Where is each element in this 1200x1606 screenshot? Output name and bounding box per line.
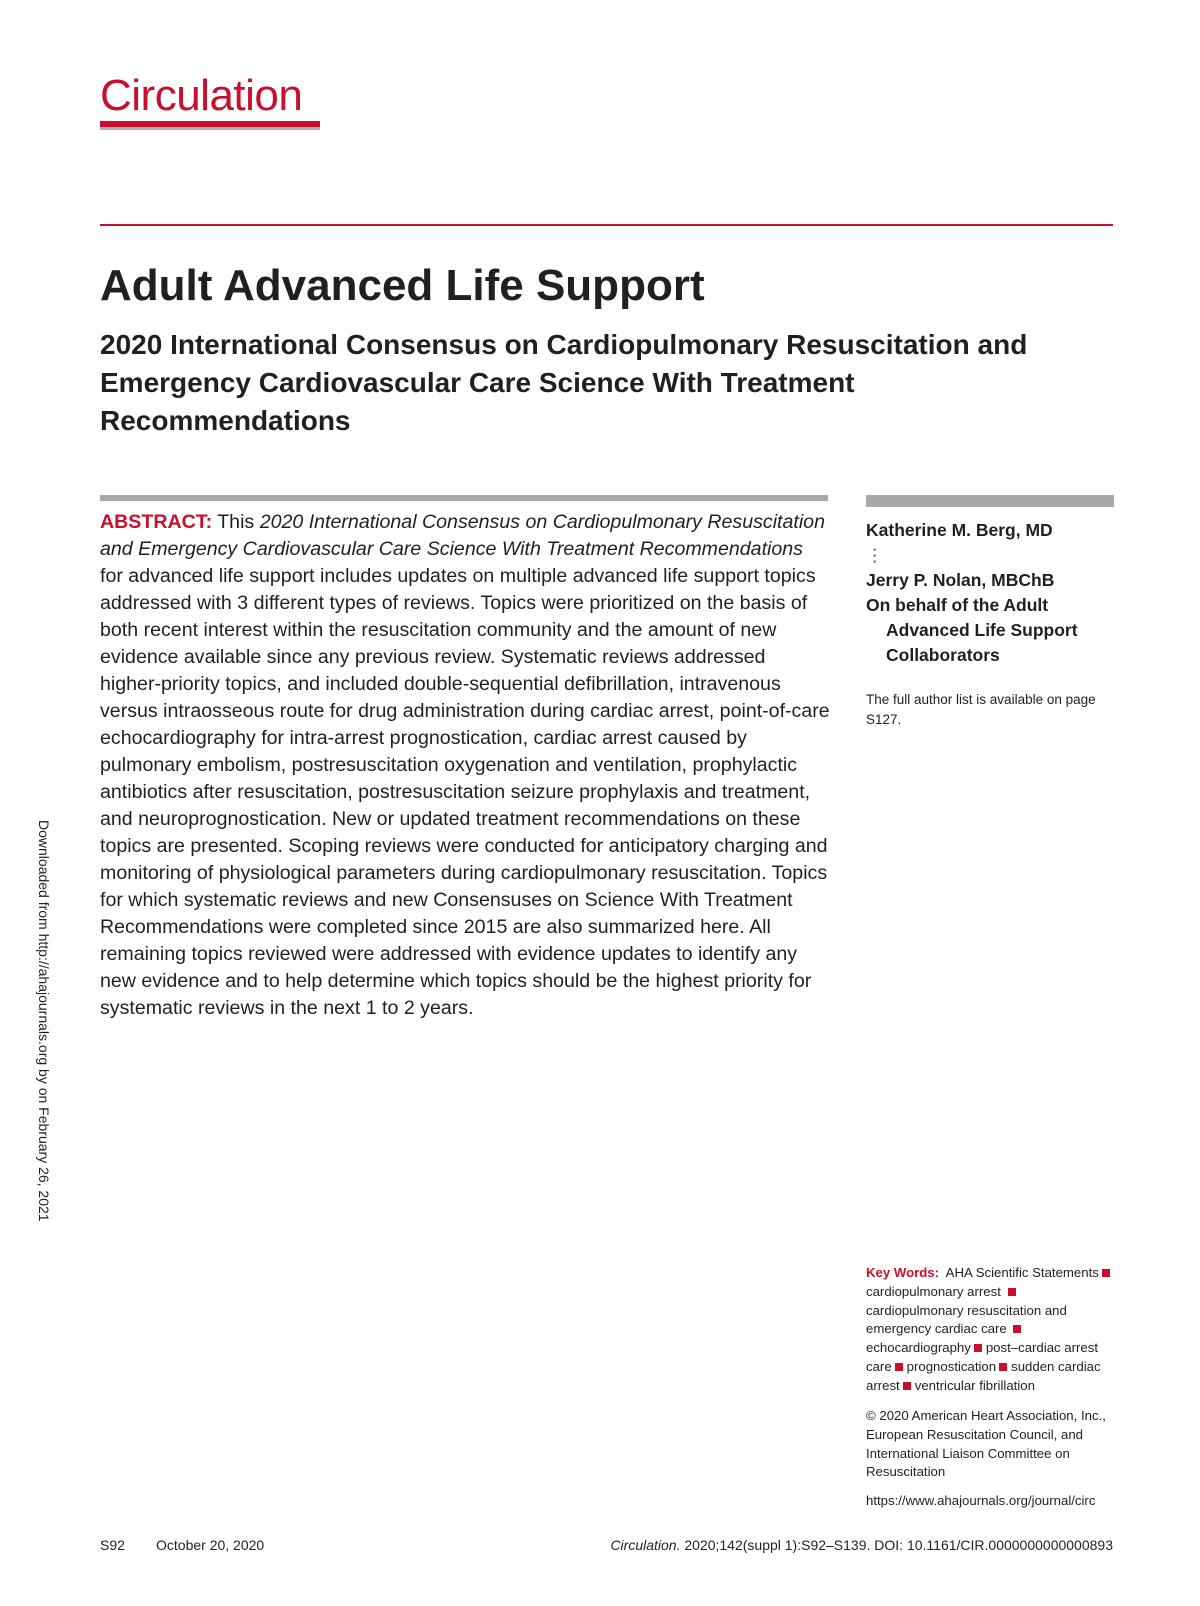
keyword: cardiopulmonary arrest <box>866 1283 1001 1299</box>
bullet-icon <box>895 1363 903 1371</box>
abstract-label: ABSTRACT: <box>100 511 213 533</box>
abstract-divider <box>100 495 828 501</box>
keywords-label: Key Words: <box>866 1265 940 1280</box>
keyword: ventricular fibrillation <box>914 1377 1035 1393</box>
keyword: prognostication <box>906 1358 997 1374</box>
author-group: Advanced Life Support <box>886 620 1078 640</box>
copyright: © 2020 American Heart Association, Inc., European Resuscitation Council, and International Liaison Committee on Resuscitation <box>866 1408 1106 1480</box>
abstract-intro: This <box>217 511 255 533</box>
abstract-body: for advanced life support includes updates on multiple advanced life support topics addressed with 3 different types of reviews. Topics were prioritized on the basis of both recent interest within the resuscitation community and the amount of new evidence available since any previous review. Systematic reviews addressed higher-priority topics, and included double-sequential defibrillation, intravenous versus intraosseous route for drug administration during cardiac arrest, point-of-care echocardiography for intra-arrest prognostication, cardiac arrest caused by pulmonary embolism, postresuscitation oxygenation and ventilation, prophylactic antibiotics after resuscitation, postresuscitation seizure prophylaxis and treatment, and neuroprognostication. New or updated treatment recommendations on these topics are presented. Scoping reviews were conducted for anticipatory charging and monitoring of physiological parameters during cardiopulmonary resuscitation. Topics for which systematic reviews and new Consensuses on Science With Treatment Recommendations were completed since 2015 are also summarized here. All remaining topics reviewed were addressed with evidence updates to identify any new evidence and to help determine which topics should be the highest priority for systematic reviews in the next 1 to 2 years. <box>100 565 830 1019</box>
download-notice: Downloaded from http://ahajournals.org by on February 26, 2021 <box>36 820 52 1222</box>
citation <box>610 1537 1113 1553</box>
bullet-icon <box>974 1344 982 1352</box>
header-divider <box>100 224 1113 226</box>
keyword: AHA Scientific Statements <box>945 1265 1099 1280</box>
author-name: Katherine M. Berg, MD <box>866 520 1053 540</box>
page-number: S92 <box>100 1537 125 1553</box>
logo-underline <box>100 121 320 130</box>
bullet-icon <box>1013 1325 1021 1333</box>
abstract <box>100 509 830 1022</box>
author-group: Collaborators <box>886 645 1000 665</box>
keyword: echocardiography <box>866 1340 971 1356</box>
author-group: On behalf of the Adult <box>866 595 1049 615</box>
journal-logo: Circulation <box>100 71 303 120</box>
keyword: cardiopulmonary resuscitation and emergency cardiac care <box>866 1302 1067 1337</box>
abstract-italic-title: 2020 International Consensus on Cardiopulmonary Resuscitation and Emergency Cardiovascular Care Science With Treatment Recommendations <box>100 511 825 560</box>
keyword: post–cardiac arrest care <box>866 1340 1098 1374</box>
publication-date: October 20, 2020 <box>156 1537 265 1553</box>
keyword: sudden cardiac arrest <box>866 1358 1101 1393</box>
author-name: Jerry P. Nolan, MBChB <box>866 570 1055 590</box>
author-block <box>866 518 1116 668</box>
author-list-note: The full author list is available on page S127. <box>866 692 1096 727</box>
article-subtitle: 2020 International Consensus on Cardiopulmonary Resuscitation and Emergency Cardiovascular Care Science With Treatment Recommendations <box>100 329 1028 436</box>
bullet-icon <box>1102 1269 1110 1277</box>
citation-journal: Circulation. <box>610 1537 681 1553</box>
sidebar-divider <box>866 495 1114 507</box>
article-title: Adult Advanced Life Support <box>100 261 705 310</box>
bullet-icon <box>999 1363 1007 1371</box>
bullet-icon <box>1008 1288 1016 1296</box>
bullet-icon <box>903 1382 911 1390</box>
citation-details: 2020;142(suppl 1):S92–S139. DOI: 10.1161/CIR.0000000000000893 <box>684 1537 1113 1553</box>
author-separator: ⋮ <box>866 545 884 565</box>
journal-url-link[interactable]: https://www.ahajournals.org/journal/circ <box>866 1493 1096 1508</box>
keywords <box>866 1264 1116 1396</box>
